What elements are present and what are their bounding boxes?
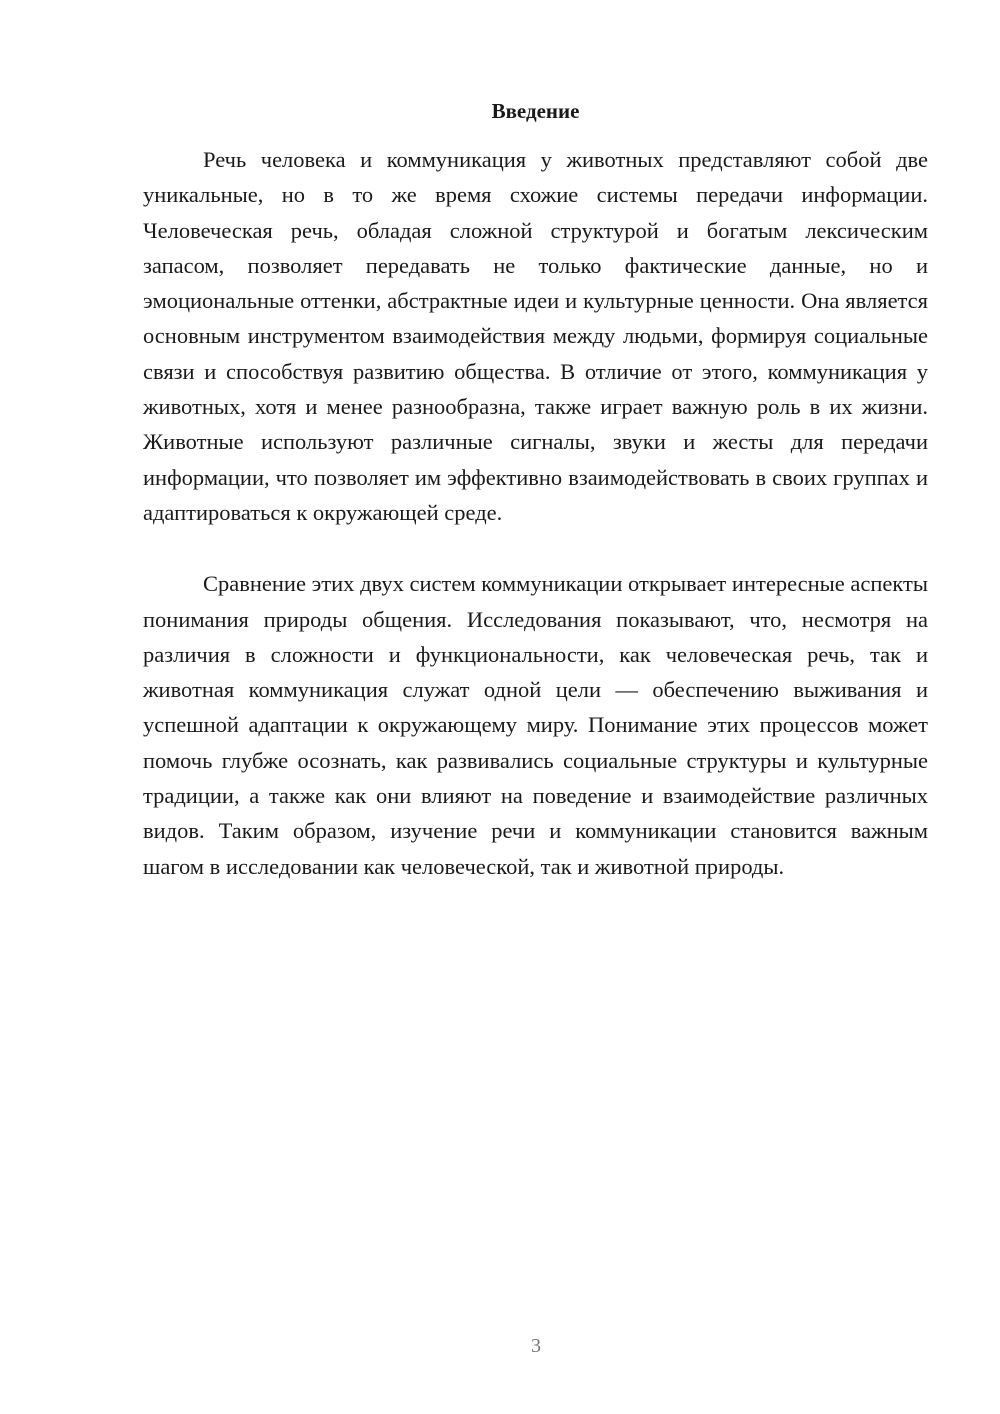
paragraph-2: Сравнение этих двух систем коммуникации открывает интересные аспекты понимания природы общения. Исследования показывают, что, несмотря на различия в сложности и функциональности, как человеческая речь, так и животная коммуникация служат одной цели — обеспечению выживания и успешной адаптации к окружающему миру. Понимание этих процессов может помочь глубже осознать, как развивались социальные структуры и культурные традиции, а также как они влияют на поведение и взаимодействие различных видов. Таким образом, изучение речи и коммуникации становится важным шагом в исследовании как человеческой, так и животной природы. — [143, 571, 928, 879]
body-text — [143, 142, 928, 884]
page-title: Введение — [491, 99, 580, 123]
paragraph-1: Речь человека и коммуникация у животных представляют собой две уникальные, но в то же время схожие системы передачи информации. Человеческая речь, обладая сложной структурой и богатым лексическим запасом, позволяет передавать не только фактические данные, но и эмоциональные оттенки, абстрактные идеи и культурные ценности. Она является основным инструментом взаимодействия между людьми, формируя социальные связи и способствуя развитию общества. В отличие от этого, коммуникация у животных, хотя и менее разнообразна, также играет важную роль в их жизни. Животные используют различные сигналы, звуки и жесты для передачи информации, что позволяет им эффективно взаимодействовать в своих группах и адаптироваться к окружающей среде. — [143, 147, 928, 525]
page-number: 3 — [531, 1335, 541, 1357]
